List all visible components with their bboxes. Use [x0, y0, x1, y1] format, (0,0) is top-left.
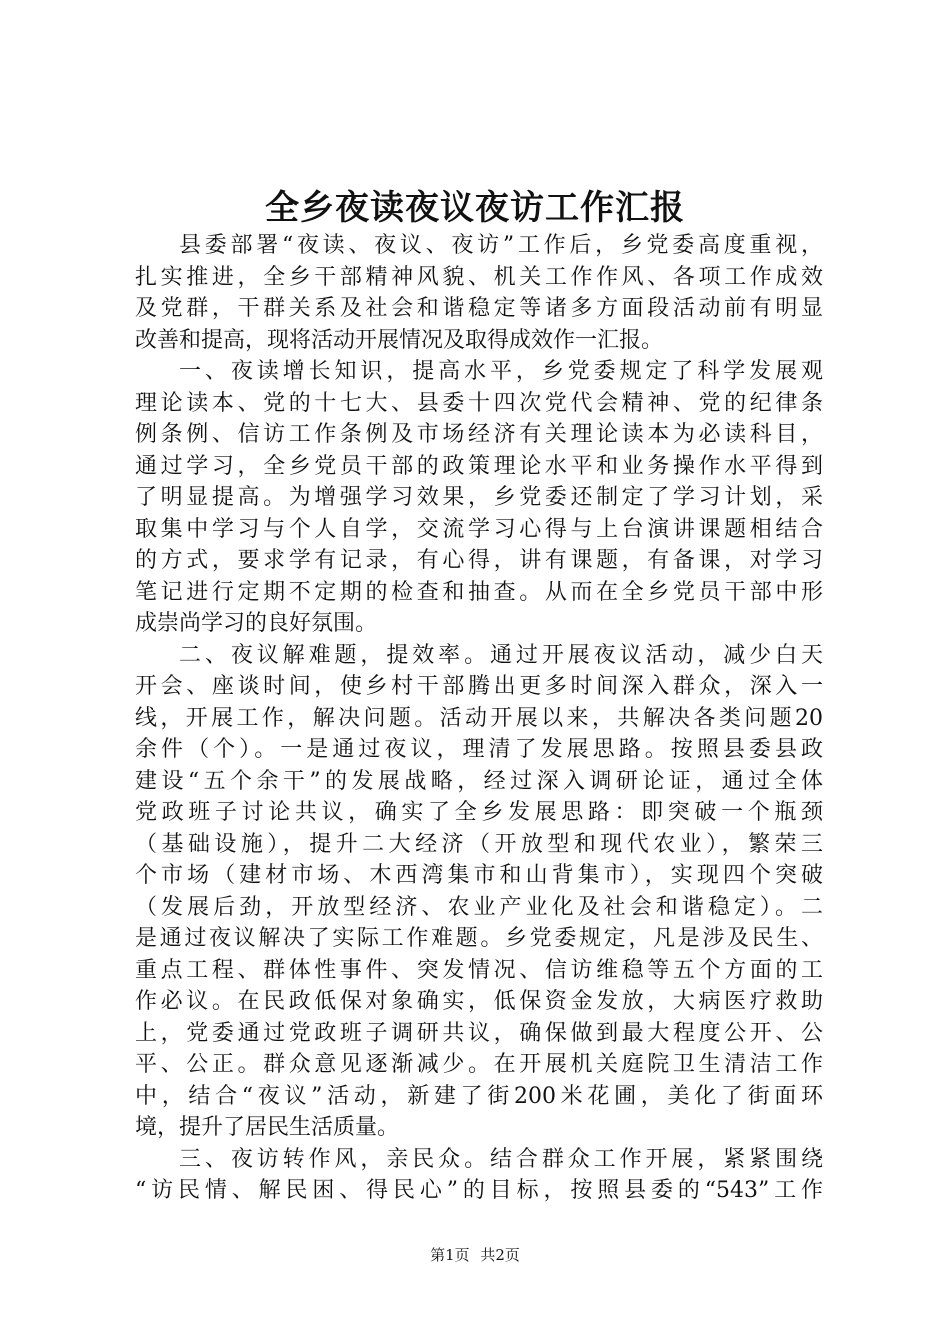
- page-footer: [0, 1244, 950, 1266]
- document-body: [135, 230, 823, 1207]
- text-line: 成崇尚学习的良好氛围。: [135, 611, 378, 636]
- text-line: 取集中学习与个人自学，交流学习心得与上台演讲课题相结合: [135, 516, 823, 542]
- text-line: 通过学习，全乡党员干部的政策理论水平和业务操作水平得到: [135, 453, 823, 479]
- text-line: 中，结合“夜议”活动，新建了街200米花圃，美化了街面环: [135, 1083, 823, 1109]
- text-line: 的方式，要求学有记录，有心得，讲有课题，有备课，对学习: [135, 548, 823, 573]
- text-line: （基础设施），提升二大经济（开放型和现代农业），繁荣三: [135, 831, 823, 857]
- page-number-total: 共2页: [480, 1246, 520, 1264]
- text-line: 及党群，干群关系及社会和谐稳定等诸多方面段活动前有明显: [135, 296, 823, 321]
- text-line: 例条例、信访工作条例及市场经济有关理论读本为必读科目，: [135, 422, 823, 447]
- page-number-current: 第1页: [430, 1246, 470, 1264]
- text-line: 建设“五个余干”的发展战略，经过深入调研论证，通过全体: [135, 768, 823, 794]
- text-line: 境，提升了居民生活质量。: [135, 1115, 400, 1140]
- text-line: 余件（个）。一是通过夜议，理清了发展思路。按照县委县政: [135, 737, 823, 762]
- text-line: “访民情、解民困、得民心”的目标，按照县委的“543”工作: [135, 1178, 823, 1203]
- text-line: 上，党委通过党政班子调研共议，确保做到最大程度公开、公: [135, 1020, 823, 1046]
- text-line: 一、夜读增长知识，提高水平，乡党委规定了科学发展观: [179, 359, 823, 384]
- text-line: 是通过夜议解决了实际工作难题。乡党委规定，凡是涉及民生、: [135, 926, 823, 951]
- text-line: 线，开展工作，解决问题。活动开展以来，共解决各类问题20: [135, 705, 823, 731]
- text-line: 笔记进行定期不定期的检查和抽查。从而在全乡党员干部中形: [135, 579, 823, 605]
- text-line: （发展后劲，开放型经济、农业产业化及社会和谐稳定）。二: [135, 894, 823, 920]
- text-line: 平、公正。群众意见逐渐减少。在开展机关庭院卫生清洁工作: [135, 1052, 823, 1077]
- text-line: 了明显提高。为增强学习效果，乡党委还制定了学习计划，采: [135, 485, 823, 510]
- text-line: 三、夜访转作风，亲民众。结合群众工作开展，紧紧围绕: [179, 1146, 823, 1172]
- text-line: 扎实推进，全乡干部精神风貌、机关工作作风、各项工作成效: [135, 264, 823, 290]
- text-line: 县委部署“夜读、夜议、夜访”工作后，乡党委高度重视，: [179, 233, 823, 258]
- text-line: 二、夜议解难题，提效率。通过开展夜议活动，减少白天: [179, 642, 823, 668]
- text-line: 党政班子讨论共议，确实了全乡发展思路：即突破一个瓶颈: [135, 800, 823, 825]
- text-line: 作必议。在民政低保对象确实，低保资金发放，大病医疗救助: [135, 989, 823, 1014]
- document-title: 全乡夜读夜议夜访工作汇报: [265, 188, 685, 228]
- text-line: 理论读本、党的十七大、县委十四次党代会精神、党的纪律条: [135, 390, 823, 416]
- text-line: 个市场（建材市场、木西湾集市和山背集市），实现四个突破: [135, 863, 823, 888]
- text-line: 重点工程、群体性事件、突发情况、信访维稳等五个方面的工: [135, 957, 823, 983]
- text-line: 改善和提高，现将活动开展情况及取得成效作一汇报。: [135, 327, 664, 353]
- text-line: 开会、座谈时间，使乡村干部腾出更多时间深入群众，深入一: [135, 674, 823, 699]
